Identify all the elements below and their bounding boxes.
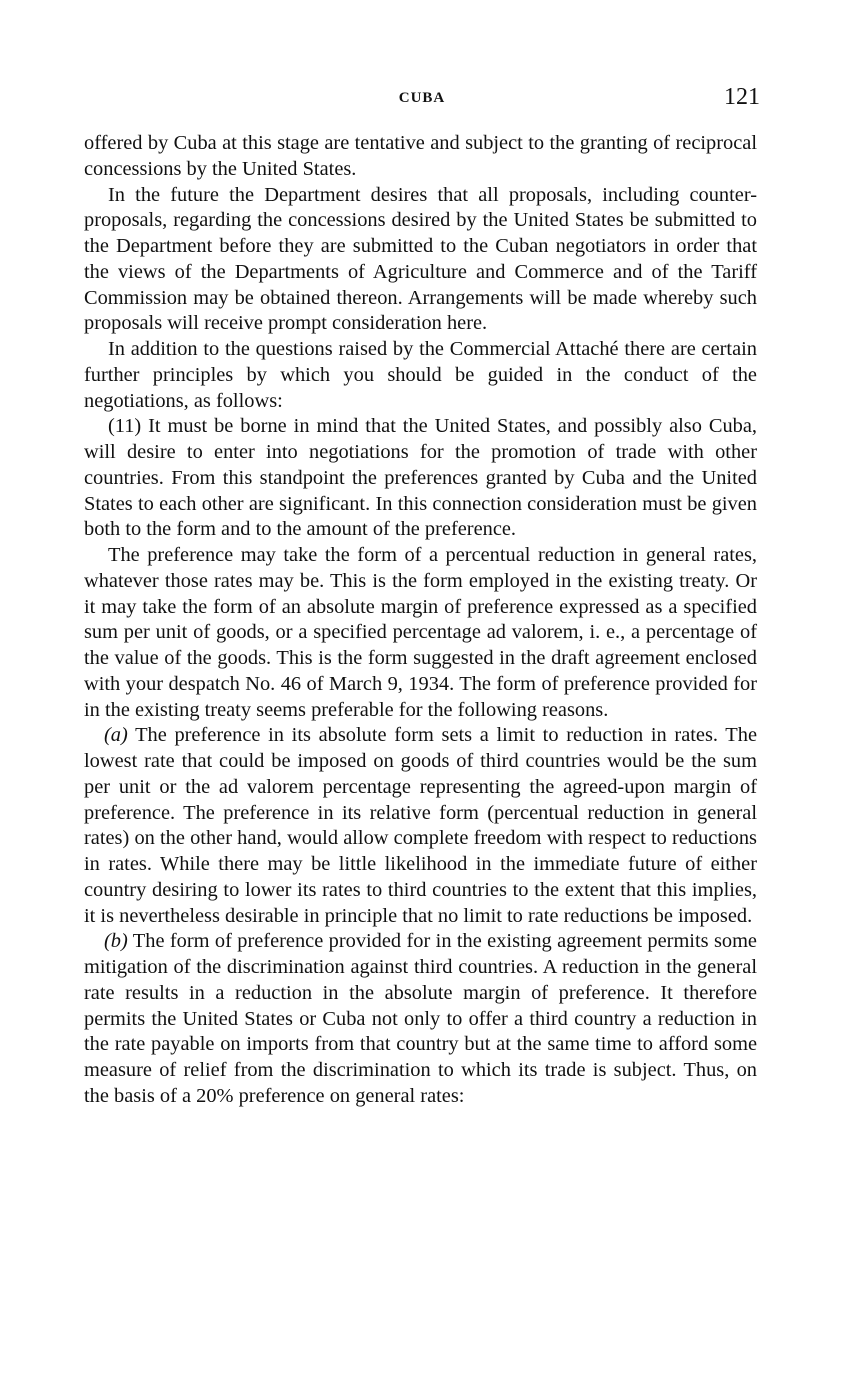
page-number: 121 — [724, 84, 760, 110]
reason-b-label: (b) — [104, 930, 128, 953]
body-text — [84, 131, 757, 1110]
paragraph-future-proposals: In the future the Department desires that all proposals, including counter-proposals, regarding the concessions desired by the United States be submitted to the Department before they are submitted to the Cuban negotiators in order that the views of the Departments of Agriculture and Commerce and of the Tariff Commission may be obtained thereon. Arrangements will be made whereby such proposals will receive prompt consideration here. — [84, 183, 757, 335]
paragraph-reason-b — [84, 929, 757, 1109]
reason-b-text: The form of preference provided for in the existing agreement permits some mitigation of the discrimination against third countries. A reduction in the general rate results in a reduction in the absolute margin of preference. It therefore permits the United States or Cuba not only to offer a third country a reduction in the rate payable on imports from that country but at the same time to afford some measure of relief from the discrimination to which its trade is subject. Thus, on the basis of a 20% preference on general rates: — [84, 930, 757, 1107]
reason-a-label: (a) — [104, 724, 128, 747]
paragraph-point-11: (11) It must be borne in mind that the United States, and possibly also Cuba, will desire to enter into negotiations for the promotion of trade with other countries. From this standpoint the preferences granted by Cuba and the United States to each other are significant. In this connection consideration must be given both to the form and to the amount of the preference. — [84, 415, 757, 541]
reason-a-text: The preference in its absolute form sets a limit to reduction in rates. The lowest rate that could be imposed on goods of third countries would be the sum per unit or the ad valorem percentage representing the agreed-upon margin of preference. The preference in its relative form (percentual reduction in general rates) on the other hand, would allow complete freedom with respect to reductions in rates. While there may be little likelihood in the immediate future of either country desiring to lower its rates to third countries to the extent that this implies, it is nevertheless desirable in principle that no limit to rate reductions be imposed. — [84, 724, 757, 927]
paragraph-preference-forms: The preference may take the form of a percentual reduction in general rates, whatever those rates may be. This is the form employed in the existing treaty. Or it may take the form of an absolute margin of preference expressed as a specified sum per unit of goods, or a specified percentage ad valorem, i. e., a percentage of the value of the goods. This is the form suggested in the draft agreement enclosed with your despatch No. 46 of March 9, 1934. The form of preference provided for in the existing treaty seems preferable for the following reasons. — [84, 544, 757, 721]
running-head: CUBA — [398, 90, 446, 106]
paragraph-further-principles: In addition to the questions raised by the Commercial Attaché there are certain further principles by which you should be guided in the conduct of the negotiations, as follows: — [84, 338, 757, 412]
paragraph-continued: offered by Cuba at this stage are tentative and subject to the granting of reciprocal concessions by the United States. — [84, 132, 757, 180]
page-header — [84, 84, 760, 114]
paragraph-reason-a — [84, 723, 757, 929]
